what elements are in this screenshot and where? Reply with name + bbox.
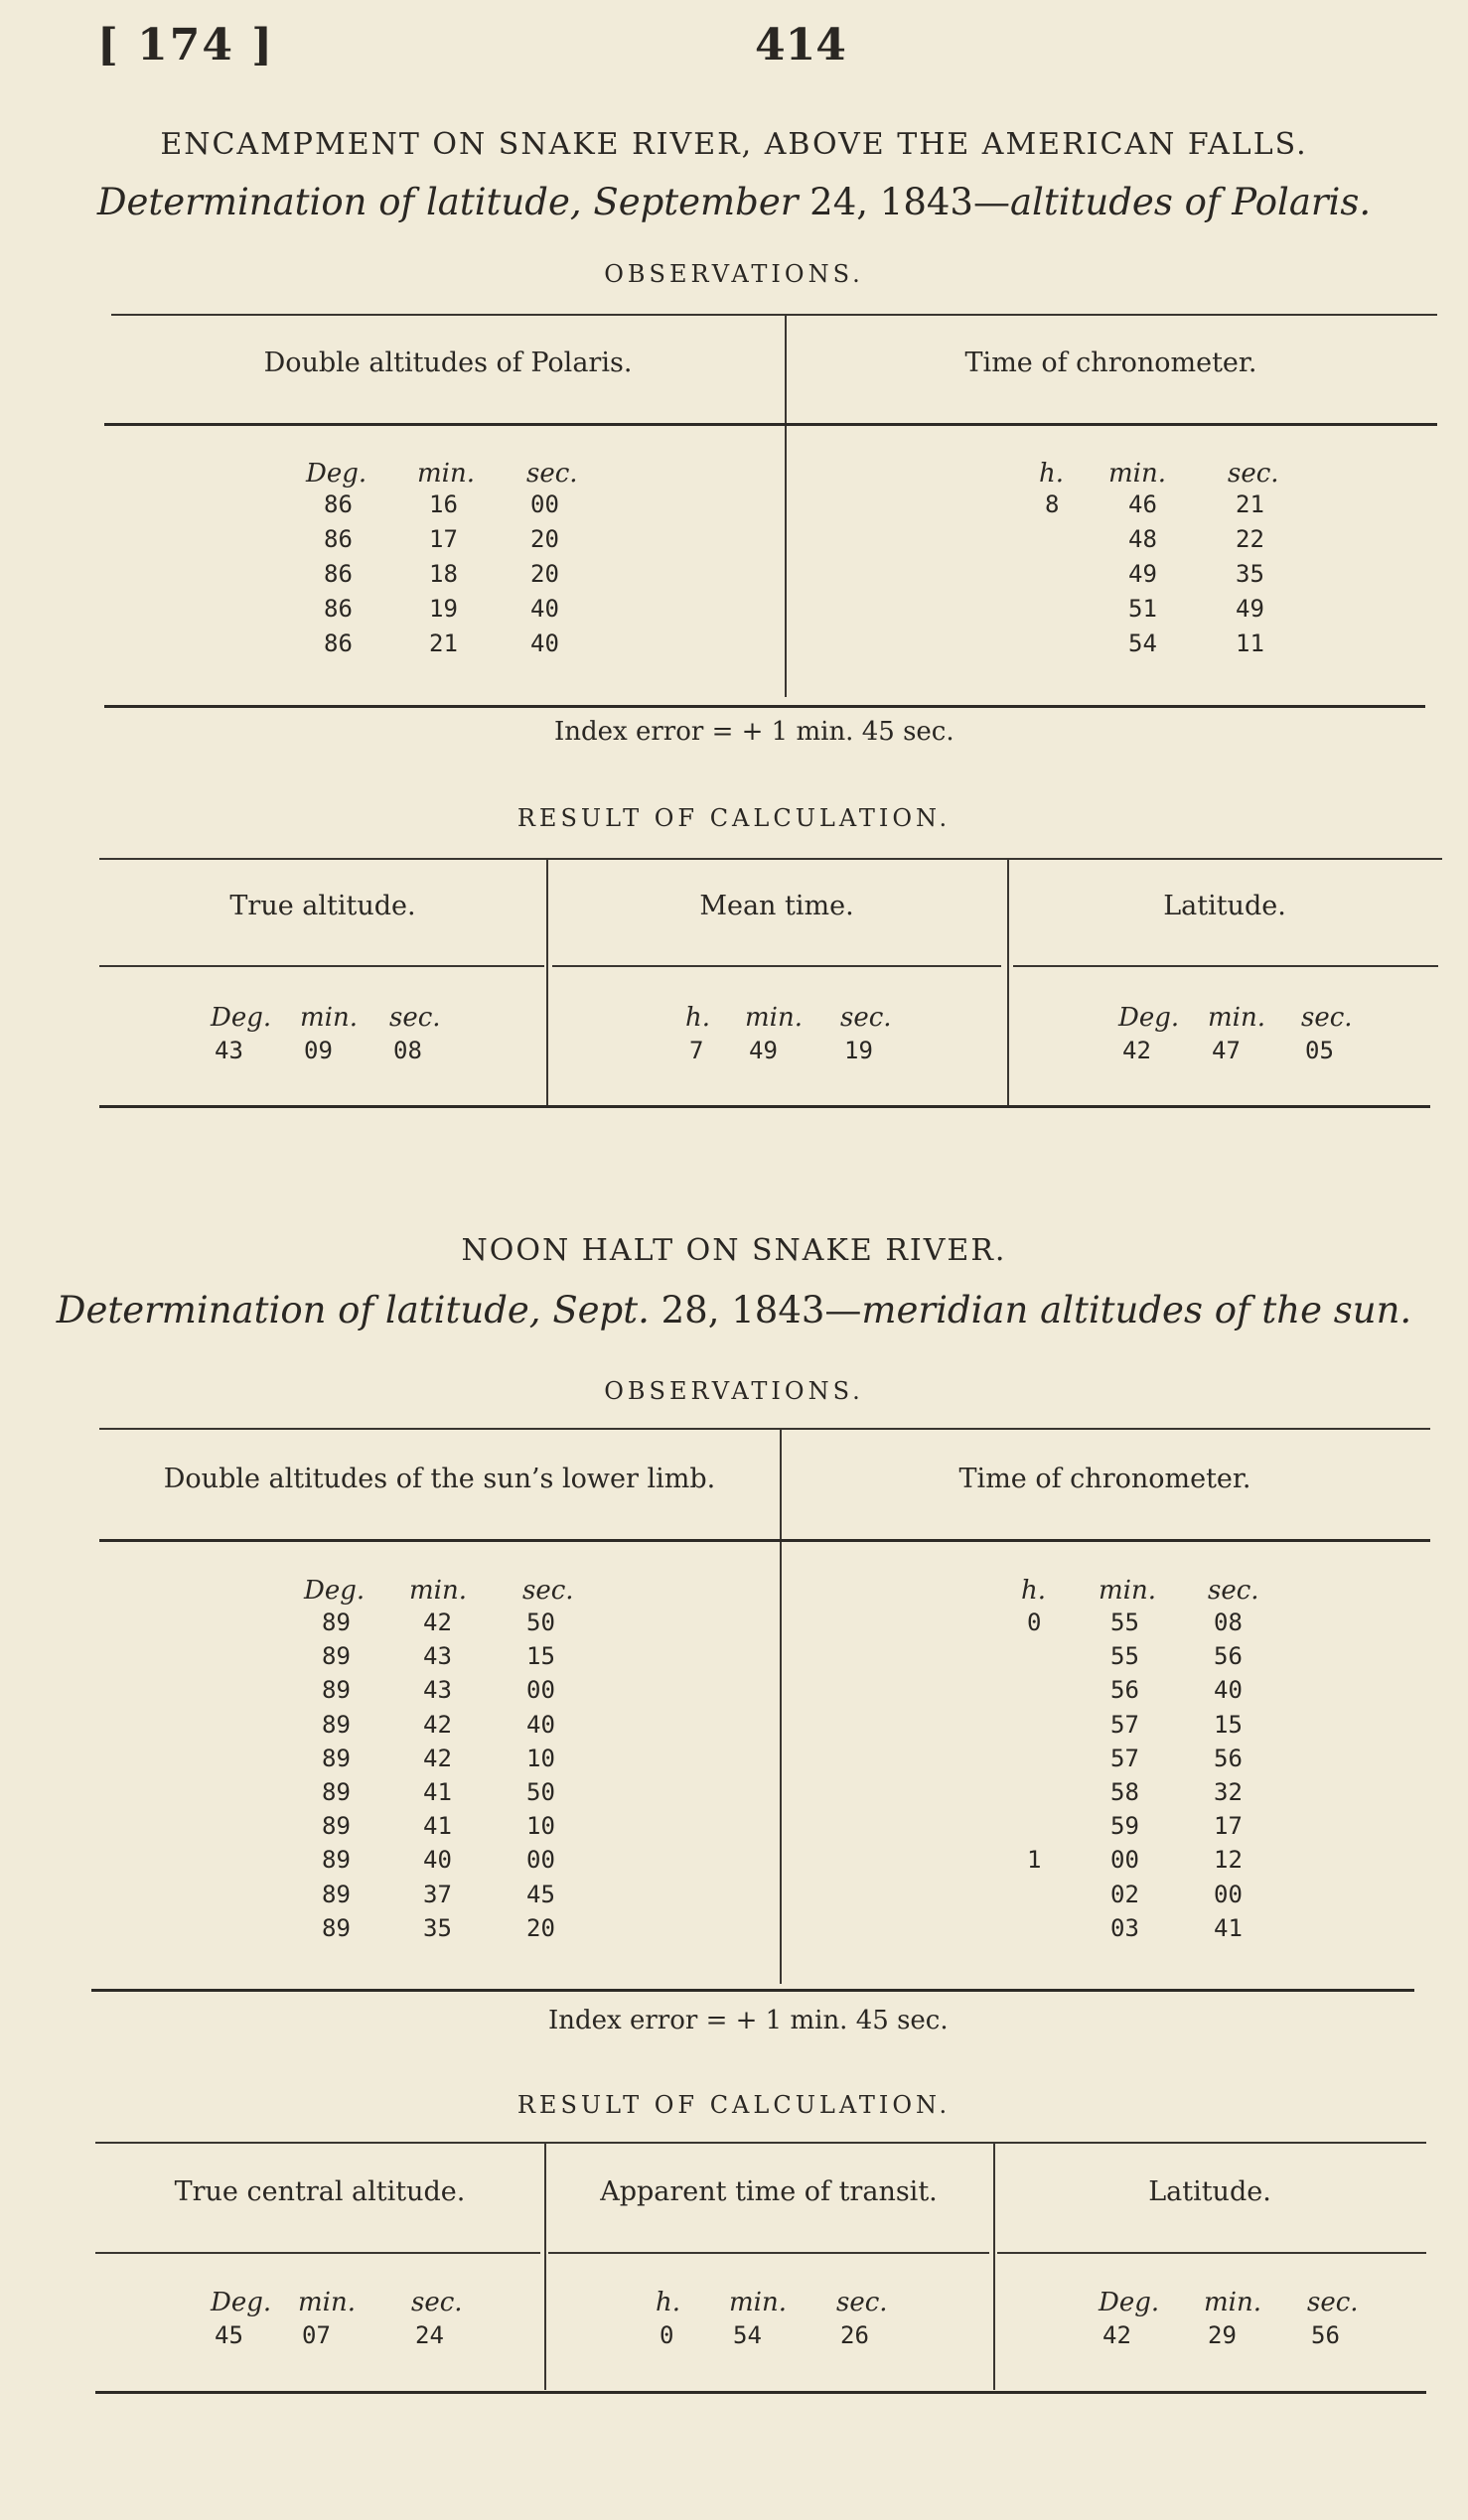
obs1-right-r2-c2: 48 bbox=[1128, 525, 1157, 553]
obs2-right-r7-c2: 59 bbox=[1110, 1812, 1139, 1841]
res2-unit-g1-1: Deg. bbox=[211, 2288, 272, 2317]
obs2-left-r5-c2: 42 bbox=[423, 1744, 452, 1772]
obs2-right-r8-c2: 00 bbox=[1110, 1846, 1139, 1875]
obs2-left-r4-c1: 89 bbox=[322, 1710, 351, 1739]
obs1-unit-sec: sec. bbox=[526, 459, 578, 489]
res1-unit-g1-2: min. bbox=[300, 1003, 358, 1033]
obs2-unit-min-right: min. bbox=[1099, 1576, 1156, 1606]
section2-heading: NOON HALT ON SNAKE RIVER. bbox=[461, 1233, 1007, 1268]
res2-value-g2-3: 26 bbox=[840, 2321, 869, 2349]
obs2-right-r4-c3: 15 bbox=[1214, 1710, 1243, 1739]
obs2-unit-min: min. bbox=[409, 1576, 467, 1606]
obs2-right-r7-c3: 17 bbox=[1214, 1812, 1243, 1841]
obs2-right-r1-c3: 08 bbox=[1214, 1609, 1243, 1636]
res2-unit-g3-1: Deg. bbox=[1099, 2288, 1160, 2317]
obs2-right-r5-c3: 56 bbox=[1214, 1744, 1243, 1772]
obs1-unit-min: min. bbox=[417, 459, 475, 489]
obs2-unit-sec-right: sec. bbox=[1208, 1576, 1259, 1606]
obs1-left-r2-c2: 17 bbox=[429, 525, 458, 553]
section1-heading: ENCAMPMENT ON SNAKE RIVER, ABOVE THE AMERICAN FALLS. bbox=[160, 127, 1308, 162]
res1-value-g3-1: 42 bbox=[1122, 1037, 1151, 1064]
res2-unit-g1-2: min. bbox=[298, 2288, 356, 2317]
res1-value-g3-2: 47 bbox=[1212, 1037, 1241, 1064]
res1-unit-g1-3: sec. bbox=[389, 1003, 441, 1033]
res2-unit-g1-3: sec. bbox=[411, 2288, 463, 2317]
obs2-right-r8-c1: 1 bbox=[1027, 1846, 1042, 1875]
obs1-right-r4-c2: 51 bbox=[1128, 595, 1157, 623]
obs2-left-r1-c3: 50 bbox=[526, 1609, 555, 1636]
res1-unit-g2-1: h. bbox=[685, 1003, 711, 1033]
res1-value-g2-1: 7 bbox=[689, 1037, 704, 1064]
obs2-left-r8-c2: 40 bbox=[423, 1846, 452, 1875]
obs2-right-r1-c2: 55 bbox=[1110, 1609, 1139, 1636]
section2-index-error: Index error = + 1 min. 45 sec. bbox=[548, 2006, 949, 2035]
res2-value-g3-2: 29 bbox=[1208, 2321, 1237, 2349]
res1-value-g1-3: 08 bbox=[393, 1037, 422, 1064]
res2-header-true-central-altitude: True central altitude. bbox=[174, 2176, 466, 2207]
res2-header-latitude: Latitude. bbox=[1148, 2176, 1271, 2207]
obs2-left-r2-c2: 43 bbox=[423, 1642, 452, 1671]
obs2-unit-deg: Deg. bbox=[304, 1576, 366, 1606]
obs2-right-r8-c3: 12 bbox=[1214, 1846, 1243, 1875]
res2-unit-g2-2: min. bbox=[729, 2288, 787, 2317]
obs2-left-r8-c3: 00 bbox=[526, 1846, 555, 1875]
obs2-right-header: Time of chronometer. bbox=[958, 1464, 1251, 1494]
res1-unit-g3-2: min. bbox=[1208, 1003, 1265, 1033]
obs2-left-r4-c2: 42 bbox=[423, 1710, 452, 1739]
obs2-right-r4-c2: 57 bbox=[1110, 1710, 1139, 1739]
obs1-left-r3-c3: 20 bbox=[530, 560, 559, 588]
res1-header-true-altitude: True altitude. bbox=[229, 891, 416, 921]
section1-subtitle-prefix: Determination of latitude, September bbox=[96, 181, 799, 223]
obs2-left-r3-c2: 43 bbox=[423, 1676, 452, 1705]
obs2-right-r10-c3: 41 bbox=[1214, 1913, 1243, 1942]
obs2-unit-sec: sec. bbox=[522, 1576, 574, 1606]
res1-unit-g3-3: sec. bbox=[1301, 1003, 1353, 1033]
obs1-right-r5-c3: 11 bbox=[1236, 630, 1264, 657]
obs2-left-r4-c3: 40 bbox=[526, 1710, 555, 1739]
obs2-left-r7-c3: 10 bbox=[526, 1812, 555, 1841]
res2-unit-g2-1: h. bbox=[656, 2288, 681, 2317]
res1-value-g1-1: 43 bbox=[215, 1037, 243, 1064]
obs2-right-r9-c3: 00 bbox=[1214, 1880, 1243, 1908]
obs1-left-r1-c3: 00 bbox=[530, 490, 559, 518]
res1-header-mean-time: Mean time. bbox=[699, 891, 854, 921]
obs2-left-r2-c3: 15 bbox=[526, 1642, 555, 1671]
section2-subtitle-date: 28, 1843— bbox=[649, 1289, 862, 1331]
section1-index-error: Index error = + 1 min. 45 sec. bbox=[554, 717, 954, 747]
obs2-left-r9-c3: 45 bbox=[526, 1880, 555, 1908]
obs2-right-r3-c2: 56 bbox=[1110, 1676, 1139, 1705]
obs2-right-r3-c3: 40 bbox=[1214, 1676, 1243, 1705]
obs2-left-r5-c3: 10 bbox=[526, 1744, 555, 1772]
obs1-right-r5-c2: 54 bbox=[1128, 630, 1157, 657]
obs1-right-r1-c1: 8 bbox=[1045, 490, 1060, 518]
res2-unit-g3-3: sec. bbox=[1307, 2288, 1359, 2317]
res1-unit-g2-2: min. bbox=[745, 1003, 803, 1033]
obs2-right-r6-c2: 58 bbox=[1110, 1778, 1139, 1806]
section2-subtitle-prefix: Determination of latitude, Sept. bbox=[56, 1289, 650, 1331]
res2-value-g3-3: 56 bbox=[1311, 2321, 1340, 2349]
obs2-left-r6-c3: 50 bbox=[526, 1778, 555, 1806]
obs2-right-r1-c1: 0 bbox=[1027, 1609, 1042, 1636]
obs1-unit-h: h. bbox=[1039, 459, 1065, 489]
obs1-unit-min-right: min. bbox=[1108, 459, 1166, 489]
res1-value-g2-3: 19 bbox=[844, 1037, 873, 1064]
section2-subtitle-suffix: meridian altitudes of the sun. bbox=[861, 1289, 1412, 1331]
obs2-right-r5-c2: 57 bbox=[1110, 1744, 1139, 1772]
obs2-right-r9-c2: 02 bbox=[1110, 1880, 1139, 1908]
obs1-left-r4-c3: 40 bbox=[530, 595, 559, 623]
res2-unit-g3-2: min. bbox=[1204, 2288, 1261, 2317]
res1-value-g2-2: 49 bbox=[749, 1037, 778, 1064]
obs1-right-r1-c3: 21 bbox=[1236, 490, 1264, 518]
obs2-left-header: Double altitudes of the sun’s lower limb. bbox=[163, 1464, 716, 1494]
obs1-unit-deg: Deg. bbox=[306, 459, 367, 489]
obs1-left-r4-c1: 86 bbox=[324, 595, 353, 623]
obs2-left-r3-c3: 00 bbox=[526, 1676, 555, 1705]
obs1-right-r1-c2: 46 bbox=[1128, 490, 1157, 518]
obs2-left-r9-c1: 89 bbox=[322, 1880, 351, 1908]
res1-unit-g3-1: Deg. bbox=[1118, 1003, 1180, 1033]
res2-value-g1-3: 24 bbox=[415, 2321, 444, 2349]
obs1-right-r3-c3: 35 bbox=[1236, 560, 1264, 588]
section1-subtitle bbox=[0, 181, 1468, 223]
obs2-left-r7-c2: 41 bbox=[423, 1812, 452, 1841]
res1-header-latitude: Latitude. bbox=[1163, 891, 1286, 921]
res2-value-g1-2: 07 bbox=[302, 2321, 331, 2349]
obs1-right-r4-c3: 49 bbox=[1236, 595, 1264, 623]
obs2-left-r10-c3: 20 bbox=[526, 1913, 555, 1942]
obs1-left-r5-c1: 86 bbox=[324, 630, 353, 657]
obs1-left-r2-c3: 20 bbox=[530, 525, 559, 553]
section1-subtitle-date: 24, 1843— bbox=[798, 181, 1010, 223]
section1-result-label: RESULT OF CALCULATION. bbox=[516, 804, 952, 832]
res2-unit-g2-3: sec. bbox=[836, 2288, 888, 2317]
section1-observations-label: OBSERVATIONS. bbox=[604, 260, 864, 288]
obs1-left-r3-c1: 86 bbox=[324, 560, 353, 588]
res2-value-g1-1: 45 bbox=[215, 2321, 243, 2349]
section2-subtitle bbox=[0, 1289, 1468, 1331]
obs2-left-r9-c2: 37 bbox=[423, 1880, 452, 1908]
obs1-right-header: Time of chronometer. bbox=[964, 348, 1257, 378]
obs1-left-r1-c2: 16 bbox=[429, 490, 458, 518]
obs2-right-r6-c3: 32 bbox=[1214, 1778, 1243, 1806]
obs1-left-r3-c2: 18 bbox=[429, 560, 458, 588]
obs2-left-r2-c1: 89 bbox=[322, 1642, 351, 1671]
obs2-right-r2-c3: 56 bbox=[1214, 1642, 1243, 1671]
res2-header-apparent-time: Apparent time of transit. bbox=[600, 2176, 938, 2207]
obs1-left-r1-c1: 86 bbox=[324, 490, 353, 518]
obs2-left-r7-c1: 89 bbox=[322, 1812, 351, 1841]
obs2-left-r6-c2: 41 bbox=[423, 1778, 452, 1806]
obs1-right-r3-c2: 49 bbox=[1128, 560, 1157, 588]
res2-value-g2-2: 54 bbox=[733, 2321, 762, 2349]
section2-observations-label: OBSERVATIONS. bbox=[604, 1377, 864, 1405]
res2-value-g2-1: 0 bbox=[660, 2321, 674, 2349]
obs2-left-r1-c2: 42 bbox=[423, 1609, 452, 1636]
obs1-right-r2-c3: 22 bbox=[1236, 525, 1264, 553]
obs2-left-r10-c1: 89 bbox=[322, 1913, 351, 1942]
obs1-left-header: Double altitudes of Polaris. bbox=[263, 348, 633, 378]
res1-unit-g1-1: Deg. bbox=[211, 1003, 272, 1033]
obs2-left-r8-c1: 89 bbox=[322, 1846, 351, 1875]
res1-value-g1-2: 09 bbox=[304, 1037, 333, 1064]
section2-result-label: RESULT OF CALCULATION. bbox=[516, 2091, 952, 2119]
obs1-left-r2-c1: 86 bbox=[324, 525, 353, 553]
bracket-page-number: [ 174 ] bbox=[97, 20, 275, 70]
obs2-left-r3-c1: 89 bbox=[322, 1676, 351, 1705]
obs2-left-r1-c1: 89 bbox=[322, 1609, 351, 1636]
page-number: 414 bbox=[755, 20, 846, 70]
obs2-left-r6-c1: 89 bbox=[322, 1778, 351, 1806]
obs1-left-r5-c3: 40 bbox=[530, 630, 559, 657]
obs1-left-r4-c2: 19 bbox=[429, 595, 458, 623]
res1-unit-g2-3: sec. bbox=[840, 1003, 892, 1033]
obs2-left-r5-c1: 89 bbox=[322, 1744, 351, 1772]
res1-value-g3-3: 05 bbox=[1305, 1037, 1334, 1064]
obs2-right-r10-c2: 03 bbox=[1110, 1913, 1139, 1942]
obs1-left-r5-c2: 21 bbox=[429, 630, 458, 657]
res2-value-g3-1: 42 bbox=[1102, 2321, 1131, 2349]
section1-subtitle-suffix: altitudes of Polaris. bbox=[1009, 181, 1372, 223]
obs2-right-r2-c2: 55 bbox=[1110, 1642, 1139, 1671]
obs2-left-r10-c2: 35 bbox=[423, 1913, 452, 1942]
obs2-unit-h: h. bbox=[1021, 1576, 1047, 1606]
obs1-unit-sec-right: sec. bbox=[1228, 459, 1279, 489]
